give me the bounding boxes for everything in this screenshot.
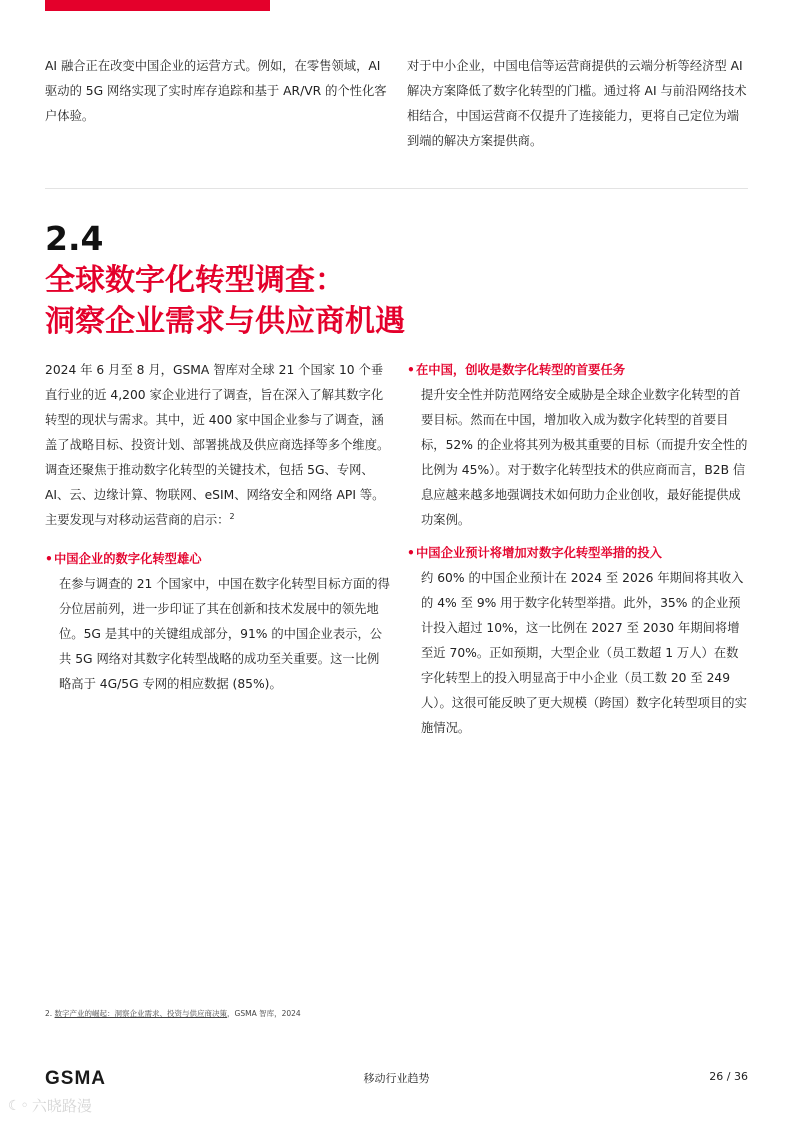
right-column: [407, 358, 749, 741]
watermark-logo-icon: ☾◦: [8, 1097, 29, 1114]
page-number: 26 / 36: [709, 1070, 748, 1083]
bullet-heading: [407, 541, 749, 566]
left-column: [45, 358, 390, 697]
header-accent-bar: [45, 0, 270, 11]
footnote-number: 2.: [45, 1009, 53, 1018]
section-title: [45, 260, 765, 342]
bullet-dot-icon: •: [407, 363, 415, 377]
footer-title: 移动行业趋势: [363, 1072, 430, 1085]
bullet-heading-text: 中国企业的数字化转型雄心: [54, 552, 202, 566]
bullet-heading-text: 在中国，创收是数字化转型的首要任务: [416, 363, 626, 377]
footnote: [45, 1008, 301, 1019]
footnote-link[interactable]: 数字产业的崛起：洞察企业需求、投资与供应商决策: [54, 1009, 228, 1018]
bullet-body: 约 60% 的中国企业预计在 2024 至 2026 年期间将其收入的 4% 至 9% 用于数字化转型举措。此外，35% 的企业预计投入超过 10%，这一比例在 2027 至 2030 年期间将增至近 70%。正如预期，大型企业（员工数超 1 万人）在数字化转型上的投入明显高于中小企业（员工数 20 至 249 人）。这很可能反映了更大规模（跨国）数字化转型项目的实施情况。: [421, 571, 747, 735]
bullet-heading: [407, 358, 749, 383]
intro-right-paragraph: 对于中小企业，中国电信等运营商提供的云端分析等经济型 AI 解决方案降低了数字化转型的门槛。通过将 AI 与前沿网络技术相结合，中国运营商不仅提升了连接能力，更将自己定位为端到端的解决方案提供商。: [407, 59, 747, 148]
watermark-text: 六晓路漫: [31, 1097, 92, 1115]
section-title-line2: 洞察企业需求与供应商机遇: [45, 304, 405, 339]
intro-left-paragraph: AI 融合正在改变中国企业的运营方式。例如，在零售领域，AI 驱动的 5G 网络实现了实时库存追踪和基于 AR/VR 的个性化客户体验。: [45, 59, 387, 123]
bullet-dot-icon: •: [45, 552, 53, 566]
section-title-line1: 全球数字化转型调查：: [45, 263, 345, 298]
survey-intro-text: 2024 年 6 月至 8 月，GSMA 智库对全球 21 个国家 10 个垂直行业的近 4,200 家企业进行了调查，旨在深入了解其数字化转型的现状与需求。其中，近 400 家中国企业参与了调查，涵盖了战略目标、投资计划、部署挑战及供应商选择等多个维度。调查还聚焦于推动数字化转型的关键技术，包括 5G、专网、AI、云、边缘计算、物联网、eSIM、网络安全和网络 API 等。主要发现与对移动运营商的启示：: [45, 363, 390, 527]
bullet-dot-icon: •: [407, 546, 415, 560]
bullet-body: 在参与调查的 21 个国家中，中国在数字化转型目标方面的得分位居前列，进一步印证了其在创新和技术发展中的领先地位。5G 是其中的关键组成部分，91% 的中国企业表示，公共 5G 网络对其数字化转型战略的成功至关重要。这一比例略高于 4G/5G 专网的相应数据 (85%)。: [59, 577, 390, 691]
gsma-logo: GSMA: [45, 1068, 106, 1089]
bullet-heading: [45, 547, 390, 572]
section-divider: [45, 188, 748, 189]
footnote-suffix: ，GSMA 智库，2024: [227, 1009, 301, 1018]
watermark: [8, 1095, 92, 1116]
survey-intro-paragraph: [45, 358, 390, 533]
bullet-heading-text: 中国企业预计将增加对数字化转型举措的投入: [416, 546, 662, 560]
bullet-body: 提升安全性并防范网络安全威胁是全球企业数字化转型的首要目标。然而在中国，增加收入成为数字化转型的首要目标，52% 的企业将其列为极其重要的目标（而提升安全性的比例为 45%）。对于数字化转型技术的供应商而言，B2B 信息应越来越多地强调技术如何助力企业创收，最好能提供成功案例。: [421, 388, 748, 527]
footnote-ref[interactable]: 2: [229, 511, 235, 521]
section-number: 2.4: [45, 219, 104, 258]
